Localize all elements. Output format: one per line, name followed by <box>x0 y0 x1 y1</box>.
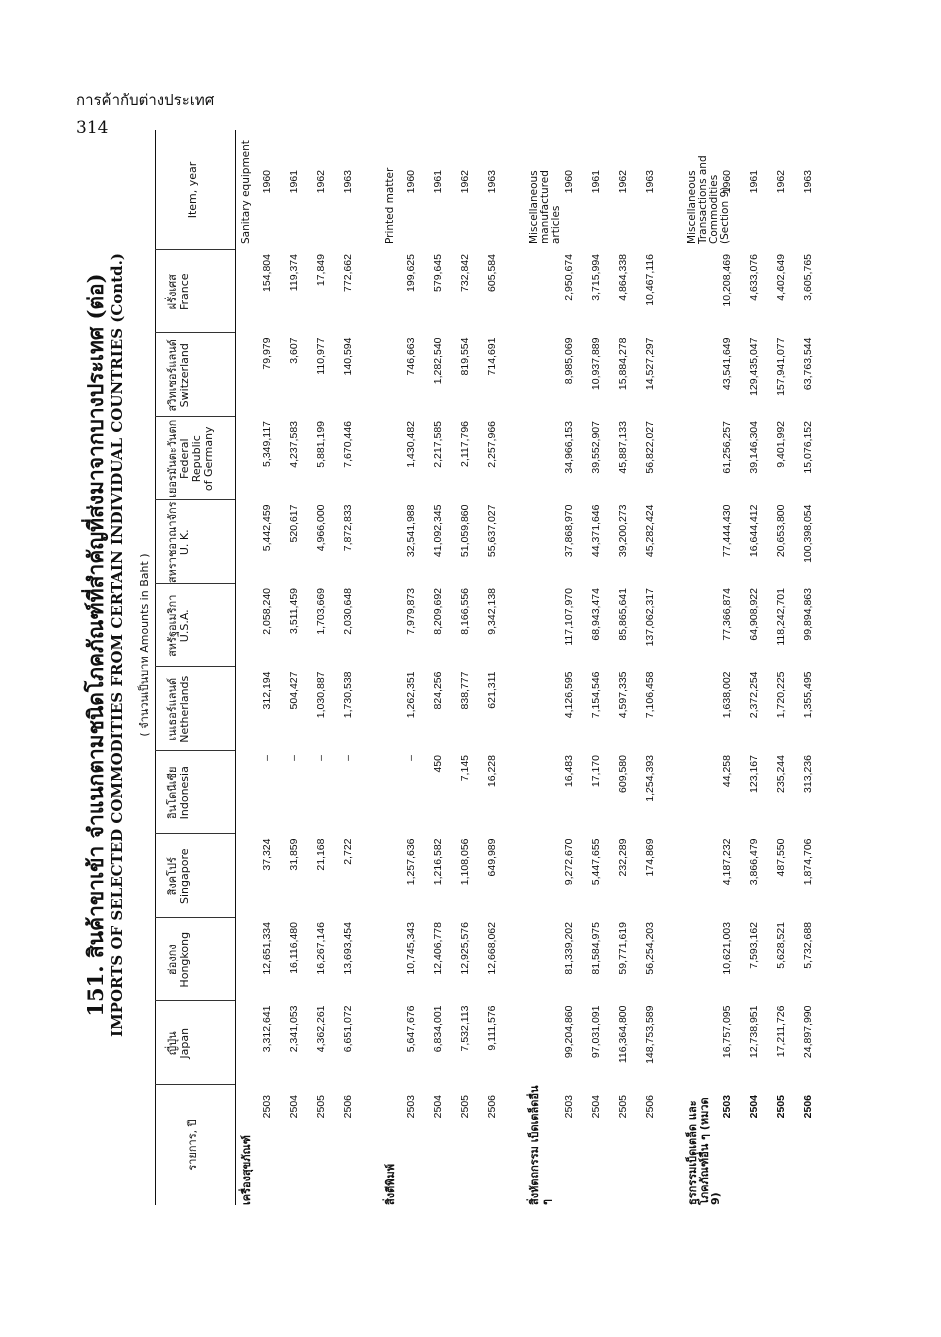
table-cell: 110,977 <box>315 337 327 375</box>
table-cell: 5,881,199 <box>315 421 327 468</box>
table-cell: 4,966,000 <box>315 504 327 552</box>
row-year-english: 1960 <box>721 170 733 194</box>
table-cell: 2,950,674 <box>563 254 575 301</box>
row-year-english: 1960 <box>405 170 417 194</box>
table-cell: 7,872,833 <box>342 504 354 552</box>
row-year-thai: 2504 <box>432 1095 444 1119</box>
column-header-english: Federal <box>178 438 192 480</box>
title-thai: 151. สินค้าขาเข้า จำแนกตามชนิดโภคภัณฑ์ที่สำคัญที่ส่งมาจากบางประเทศ (ต่อ) <box>83 273 108 1017</box>
table-cell: 487,550 <box>775 838 787 877</box>
table-cell: 118,242,701 <box>775 588 787 646</box>
table-cell: 2,722 <box>342 838 354 865</box>
row-year-thai: 2506 <box>342 1095 354 1119</box>
table-cell: 772,662 <box>342 254 354 292</box>
column-header-english: Japan <box>178 1027 192 1059</box>
column-header-thai: ฝรั่งเศส <box>166 274 179 310</box>
table-cell: 21,168 <box>315 838 327 871</box>
table-cell: 2,117,796 <box>459 421 471 467</box>
section-label-thai: สิ่งหัตถกรรม เบ็ดเตล็ดอื่น ๆ <box>528 1085 553 1205</box>
column-header-thai: เนเธอร์แลนด์ <box>166 677 179 741</box>
table-cell: 2,341,053 <box>288 1005 300 1053</box>
table-cell: 579,645 <box>432 254 444 292</box>
table-cell: 714,691 <box>486 337 498 376</box>
row-year-thai: 2506 <box>486 1095 498 1119</box>
table-cell: 4,362,261 <box>315 1005 327 1053</box>
table-cell: 3,511,459 <box>288 588 300 634</box>
header-item-year-english: Item, year <box>186 161 199 219</box>
table-cell: 5,647,676 <box>405 1005 417 1053</box>
table-cell: 4,864,338 <box>617 254 629 301</box>
table-cell: 8,166,556 <box>459 588 471 635</box>
table-cell: 16,228 <box>486 755 498 788</box>
row-year-thai: 2503 <box>405 1095 417 1119</box>
table-cell: 97,031,091 <box>590 1005 602 1059</box>
row-year-english: 1962 <box>775 170 787 194</box>
table-cell: 2,058,240 <box>261 588 273 635</box>
title-english: IMPORTS OF SELECTED COMMODITIES FROM CERTAIN INDIVIDUAL COUNTRIES (Contd.) <box>108 253 126 1037</box>
table-cell: 59,771,619 <box>617 922 629 975</box>
running-head: การค้ากับต่างประเทศ <box>76 91 215 109</box>
table-cell: 2,372,254 <box>748 671 760 719</box>
table-cell: 824,256 <box>432 671 444 710</box>
table-cell: 3,605,765 <box>802 254 814 301</box>
table-cell: 5,447,655 <box>590 838 602 886</box>
table-cell: 13,693,454 <box>342 922 354 975</box>
table-cell: 10,621,003 <box>721 922 733 975</box>
table-cell: 1,254,393 <box>644 755 656 802</box>
table-cell: 9,342,138 <box>486 588 498 635</box>
row-year-thai: 2505 <box>459 1095 471 1119</box>
table-cell: 79,979 <box>261 337 273 370</box>
table-cell: 649,989 <box>486 838 498 877</box>
table-cell: – <box>288 755 300 761</box>
row-year-thai: 2505 <box>617 1095 629 1119</box>
column-header-english: Republic <box>190 435 204 483</box>
column-header <box>167 250 191 334</box>
table-cell: 7,670,446 <box>342 421 354 468</box>
table-cell: 44,258 <box>721 755 733 788</box>
table-cell: 2,257,966 <box>486 421 498 468</box>
section-label-english: Miscellaneous manufactured articles <box>528 170 563 244</box>
table-cell: 148,753,589 <box>644 1005 656 1064</box>
table-cell: 99,204,860 <box>563 1005 575 1059</box>
column-header-thai: ฮ่องกง <box>166 944 179 976</box>
table-cell: 3,715,994 <box>590 254 602 301</box>
table-cell: 10,208,469 <box>721 254 733 307</box>
table-cell: 15,076,152 <box>802 421 814 474</box>
table-cell: 68,943,474 <box>590 588 602 641</box>
table-cell: 61,256,257 <box>721 421 733 474</box>
table-cell: – <box>342 755 354 761</box>
table-cell: 9,401,992 <box>775 421 787 468</box>
table-cell: 100,398,054 <box>802 504 814 563</box>
table-cell: 732,842 <box>459 254 471 292</box>
page-number: 314 <box>76 118 109 138</box>
column-header <box>167 417 215 501</box>
row-year-english: 1963 <box>486 170 498 194</box>
table-cell: 56,254,203 <box>644 922 656 975</box>
table-cell: 55,637,027 <box>486 504 498 558</box>
table-cell: 81,584,975 <box>590 922 602 975</box>
rotated-table-block <box>80 5 880 1205</box>
table-cell: 199,625 <box>405 254 417 292</box>
table-cell: 4,237,583 <box>288 421 300 468</box>
unit-note: ( จำนวนเป็นบาท Amounts in Baht ) <box>138 553 151 737</box>
table-cell: 157,941,077 <box>775 337 787 396</box>
imports-table <box>155 135 925 1205</box>
table-cell: 51,059,860 <box>459 504 471 558</box>
row-year-thai: 2503 <box>261 1095 273 1119</box>
table-cell: – <box>261 755 273 761</box>
column-header-english: U.S.A. <box>178 609 192 643</box>
table-cell: 17,170 <box>590 755 602 788</box>
table-cell: 2,030,648 <box>342 588 354 635</box>
table-cell: 16,757,095 <box>721 1005 733 1059</box>
row-year-english: 1962 <box>617 170 629 194</box>
table-cell: 312,194 <box>261 671 273 710</box>
column-header-thai: สหราชอาณาจักร <box>166 501 179 584</box>
table-cell: 2,217,585 <box>432 421 444 468</box>
table-cell: 45,282,424 <box>644 504 656 558</box>
table-cell: 154,804 <box>261 254 273 292</box>
table-cell: 77,444,430 <box>721 504 733 558</box>
row-year-thai: 2503 <box>721 1095 733 1119</box>
table-cell: 1,430,482 <box>405 421 417 468</box>
table-cell: 117,107,970 <box>563 588 575 646</box>
table-cell: 1,282,540 <box>432 337 444 385</box>
table-cell: 17,849 <box>315 254 327 287</box>
table-cell: 7,593,162 <box>748 922 760 969</box>
column-header-english: Indonesia <box>178 766 192 820</box>
table-cell: 605,584 <box>486 254 498 292</box>
table-cell: 81,339,202 <box>563 922 575 975</box>
table-cell: 4,597,335 <box>617 671 629 719</box>
table-cell: 7,145 <box>459 755 471 782</box>
table-cell: 4,126,595 <box>563 671 575 719</box>
table-cell: 3,866,479 <box>748 838 760 886</box>
table-cell: 56,822,027 <box>644 421 656 474</box>
column-header-english: Hongkong <box>178 931 192 988</box>
section-label-thai: สิ่งตีพิมพ์ <box>384 1164 397 1205</box>
table-cell: 1,874,706 <box>802 838 814 886</box>
table-cell: 4,187,232 <box>721 838 733 886</box>
table-cell: 1,030,887 <box>315 671 327 719</box>
column-header <box>167 668 191 752</box>
table-cell: 31,859 <box>288 838 300 871</box>
row-year-thai: 2504 <box>288 1095 300 1119</box>
table-cell: 174,869 <box>644 838 656 877</box>
table-cell: 520,617 <box>288 504 300 543</box>
table-cell: 3,312,641 <box>261 1005 273 1053</box>
table-cell: 819,554 <box>459 337 471 376</box>
table-cell: 77,366,874 <box>721 588 733 641</box>
table-cell: 116,364,800 <box>617 1005 629 1064</box>
row-year-english: 1961 <box>748 170 760 194</box>
table-cell: 15,884,278 <box>617 337 629 391</box>
row-year-thai: 2506 <box>802 1095 814 1119</box>
table-cell: 1,262,351 <box>405 671 417 719</box>
row-year-thai: 2504 <box>748 1095 760 1119</box>
table-cell: 8,209,692 <box>432 588 444 635</box>
row-year-english: 1963 <box>644 170 656 194</box>
row-year-thai: 2505 <box>315 1095 327 1119</box>
table-cell: 1,703,669 <box>315 588 327 635</box>
table-cell: 1,216,582 <box>432 838 444 886</box>
table-cell: 20,653,800 <box>775 504 787 558</box>
table-cell: – <box>405 755 417 761</box>
table-cell: 34,966,153 <box>563 421 575 474</box>
table-cell: 24,897,990 <box>802 1005 814 1059</box>
table-cell: 10,467,116 <box>644 254 656 306</box>
table-cell: 12,406,778 <box>432 922 444 975</box>
table-cell: 621,311 <box>486 671 498 709</box>
section-label-english: Printed matter <box>384 167 396 244</box>
column-header-english: Netherlands <box>178 675 192 743</box>
table-cell: 129,435,047 <box>748 337 760 396</box>
table-cell: 7,979,873 <box>405 588 417 635</box>
column-header <box>167 751 191 835</box>
column-header <box>167 334 191 418</box>
table-cell: 12,668,062 <box>486 922 498 975</box>
table-cell: 41,092,345 <box>432 504 444 558</box>
table-cell: 140,594 <box>342 337 354 376</box>
table-cell: 123,167 <box>748 755 760 793</box>
table-cell: 1,638,002 <box>721 671 733 719</box>
column-header <box>167 918 191 1002</box>
table-cell: 4,402,649 <box>775 254 787 301</box>
column-header-english: Singapore <box>178 848 192 904</box>
row-year-thai: 2505 <box>775 1095 787 1119</box>
row-year-english: 1963 <box>342 170 354 194</box>
table-cell: 6,834,001 <box>432 1005 444 1053</box>
column-header-thai: สหรัฐอเมริกา <box>166 594 179 657</box>
table-cell: 609,580 <box>617 755 629 793</box>
column-header-thai: อินโดนีเซีย <box>166 766 179 819</box>
table-cell: 504,427 <box>288 671 300 710</box>
row-year-english: 1960 <box>563 170 575 194</box>
column-header-english: U. K. <box>178 529 192 556</box>
row-year-english: 1962 <box>459 170 471 194</box>
table-top-rule <box>155 130 156 1205</box>
table-cell: 10,745,343 <box>405 922 417 975</box>
table-cell: 12,651,334 <box>261 922 273 975</box>
section-label-english: Miscellaneous Transactions and Commodities (Section 9) <box>686 155 732 244</box>
column-header <box>167 835 191 919</box>
table-cell: 16,267,146 <box>315 922 327 975</box>
table-cell: 12,738,951 <box>748 1005 760 1059</box>
table-cell: 1,257,636 <box>405 838 417 886</box>
table-cell: 3,607 <box>288 337 300 364</box>
column-header-english: of Germany <box>202 426 216 492</box>
row-year-thai: 2506 <box>644 1095 656 1119</box>
table-cell: 39,146,304 <box>748 421 760 474</box>
row-year-english: 1961 <box>432 170 444 194</box>
table-cell: 32,541,988 <box>405 504 417 558</box>
row-year-english: 1960 <box>261 170 273 194</box>
table-cell: 9,111,576 <box>486 1005 498 1051</box>
table-cell: – <box>315 755 327 761</box>
column-header-thai: สวิทเซอร์แลนด์ <box>166 339 179 412</box>
table-cell: 6,651,072 <box>342 1005 354 1053</box>
table-cell: 8,985,069 <box>563 337 575 385</box>
table-cell: 313,236 <box>802 755 814 793</box>
table-cell: 16,483 <box>563 755 575 788</box>
table-cell: 16,116,480 <box>288 922 300 974</box>
table-cell: 4,633,076 <box>748 254 760 301</box>
table-cell: 235,244 <box>775 755 787 793</box>
row-year-english: 1963 <box>802 170 814 194</box>
table-cell: 10,937,889 <box>590 337 602 391</box>
table-cell: 39,200,273 <box>617 504 629 558</box>
section-label-thai: ธุรกรรมเบ็ดเตล็ด และโภคภัณฑ์อื่น ๆ (หมวด 9) <box>686 1097 723 1205</box>
column-header-thai: ญี่ปุ่น <box>166 1031 179 1056</box>
header-item-year-thai: รายการ, ปี <box>186 1119 199 1171</box>
table-cell: 5,442,459 <box>261 504 273 552</box>
table-cell: 746,663 <box>405 337 417 376</box>
column-header-thai: เยอรมันตะวันตก <box>166 419 179 498</box>
table-cell: 37,868,970 <box>563 504 575 558</box>
column-header-english: France <box>178 273 192 311</box>
table-cell: 7,106,458 <box>644 671 656 719</box>
column-header-thai: สิงคโปร์ <box>166 857 179 896</box>
table-cell: 14,527,297 <box>644 337 656 391</box>
table-cell: 9,272,670 <box>563 838 575 886</box>
table-cell: 1,108,056 <box>459 838 471 886</box>
table-cell: 17,211,726 <box>775 1005 787 1058</box>
column-header <box>167 1002 191 1086</box>
table-cell: 5,349,117 <box>261 421 273 467</box>
table-cell: 63,763,544 <box>802 337 814 391</box>
table-cell: 450 <box>432 755 444 773</box>
table-cell: 45,887,133 <box>617 421 629 474</box>
table-cell: 44,371,646 <box>590 504 602 558</box>
table-cell: 39,552,907 <box>590 421 602 474</box>
row-year-english: 1961 <box>288 170 300 194</box>
table-cell: 99,894,863 <box>802 588 814 641</box>
table-cell: 37,324 <box>261 838 273 871</box>
column-header <box>167 584 191 668</box>
table-cell: 7,154,546 <box>590 671 602 719</box>
table-cell: 1,720,225 <box>775 671 787 719</box>
column-header <box>167 501 191 585</box>
section-label-thai: เครื่องสุขภัณฑ์ <box>240 1135 253 1205</box>
section-label-english: Sanitary equipment <box>240 140 252 244</box>
column-header-english: Switzerland <box>178 343 192 408</box>
table-cell: 119,374 <box>288 254 300 292</box>
table-cell: 12,925,576 <box>459 922 471 975</box>
table-cell: 1,355,495 <box>802 671 814 719</box>
table-cell: 16,644,412 <box>748 504 760 558</box>
table-cell: 64,908,922 <box>748 588 760 641</box>
table-cell: 137,062,317 <box>644 588 656 647</box>
table-cell: 5,628,521 <box>775 922 787 969</box>
table-cell: 43,541,649 <box>721 337 733 391</box>
table-cell: 7,532,113 <box>459 1005 471 1052</box>
table-cell: 232,289 <box>617 838 629 877</box>
table-cell: 5,732,688 <box>802 922 814 969</box>
row-year-english: 1962 <box>315 170 327 194</box>
row-year-english: 1961 <box>590 170 602 194</box>
table-cell: 85,865,641 <box>617 588 629 641</box>
table-header-rule <box>235 130 236 1205</box>
table-cell: 838,777 <box>459 671 471 710</box>
row-year-thai: 2503 <box>563 1095 575 1119</box>
table-cell: 1,730,538 <box>342 671 354 719</box>
row-year-thai: 2504 <box>590 1095 602 1119</box>
